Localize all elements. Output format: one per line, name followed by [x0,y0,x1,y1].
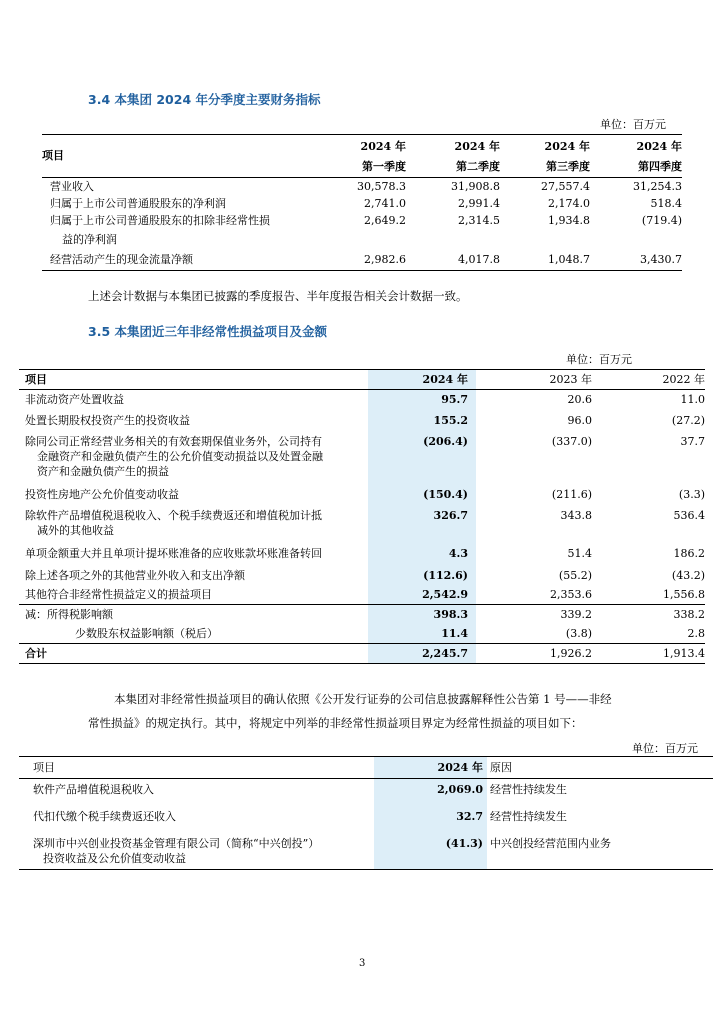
non-recurring-items-table [19,369,705,664]
table-row: 除同公司正常经营业务相关的有效套期保值业务外，公司持有 金融资产和金融负债产生的公允价值变动损益以及处置金融 资产和金融负债产生的损益 (206.4) (337.0) 37.7 [19,430,705,481]
table-row: 除上述各项之外的其他营业外收入和支出净额 (112.6) (55.2) (43.2) [19,563,705,585]
table-row: 除软件产品增值税退税收入、个税手续费返还和增值税加计抵 减外的其他收益 326.7 343.8 536.4 [19,504,705,540]
header-q1: 2024 年 第一季度 [312,135,406,178]
table-row: 归属于上市公司普通股股东的净利润 2,741.0 2,991.4 2,174.0 518.4 [50,197,682,210]
recognition-paragraph-line2: 常性损益》的规定执行。其中，将规定中列举的非经常性损益项目界定为经常性损益的项目如下： [88,716,583,730]
table-row: 软件产品增值税退税收入 2,069.0 经营性持续发生 [19,779,713,801]
table-row: 深圳市中兴创业投资基金管理有限公司（简称“中兴创投”） 投资收益及公允价值变动收益 (41.3) 中兴创投经营范围内业务 [19,827,713,870]
table-row: 投资性房地产公允价值变动收益 (150.4) (211.6) (3.3) [19,481,705,504]
table-header-row: 项目 2024 年 原因 [19,757,713,779]
unit-label-3-5: 单位：百万元 [566,353,632,366]
table-row: 少数股东权益影响额（税后） 11.4 (3.8) 2.8 [19,624,705,644]
table-row: 其他符合非经常性损益定义的损益项目 2,542.9 2,353.6 1,556.8 [19,585,705,605]
page-number: 3 [359,958,366,969]
consistency-note: 上述会计数据与本集团已披露的季度报告、半年度报告相关会计数据一致。 [88,289,468,303]
section-3-5-title: 3.5 本集团近三年非经常性损益项目及金额 [88,324,327,339]
table-row: 归属于上市公司普通股股东的扣除非经常性损 益的净利润 2,649.2 2,314.5 1,934.8 (719.4) [50,214,682,246]
table-row: 营业收入 30,578.3 31,908.8 27,557.4 31,254.3 [42,178,682,196]
unit-label-table3: 单位：百万元 [632,742,698,755]
table-row: 减：所得税影响额 398.3 339.2 338.2 [19,605,705,625]
section-3-4-title: 3.4 本集团 2024 年分季度主要财务指标 [88,92,321,107]
table-row: 非流动资产处置收益 95.7 20.6 11.0 [19,390,705,410]
recurring-reclassified-table [19,756,713,870]
table-header-row: 项目 2024 年 2023 年 2022 年 [19,370,705,390]
table-row: 经营活动产生的现金流量净额 2,982.6 4,017.8 1,048.7 3,430.7 [42,248,682,271]
quarterly-indicators-table [42,134,682,271]
header-q3: 2024 年 第三季度 [500,135,590,178]
total-row: 合计 2,245.7 1,926.2 1,913.4 [19,644,705,664]
table-row: 单项金额重大并且单项计提坏账准备的应收账款坏账准备转回 4.3 51.4 186.2 [19,540,705,563]
header-q2: 2024 年 第二季度 [406,135,500,178]
header-q4: 2024 年 第四季度 [590,135,682,178]
table-row: 处置长期股权投资产生的投资收益 155.2 96.0 (27.2) [19,409,705,430]
unit-label-3-4: 单位：百万元 [600,118,666,131]
table-row: 代扣代缴个税手续费返还收入 32.7 经营性持续发生 [19,800,713,827]
recognition-paragraph-line1: 本集团对非经常性损益项目的确认依照《公开发行证券的公司信息披露解释性公告第 1 号——非经 [114,692,612,706]
header-item: 项目 [42,135,312,178]
